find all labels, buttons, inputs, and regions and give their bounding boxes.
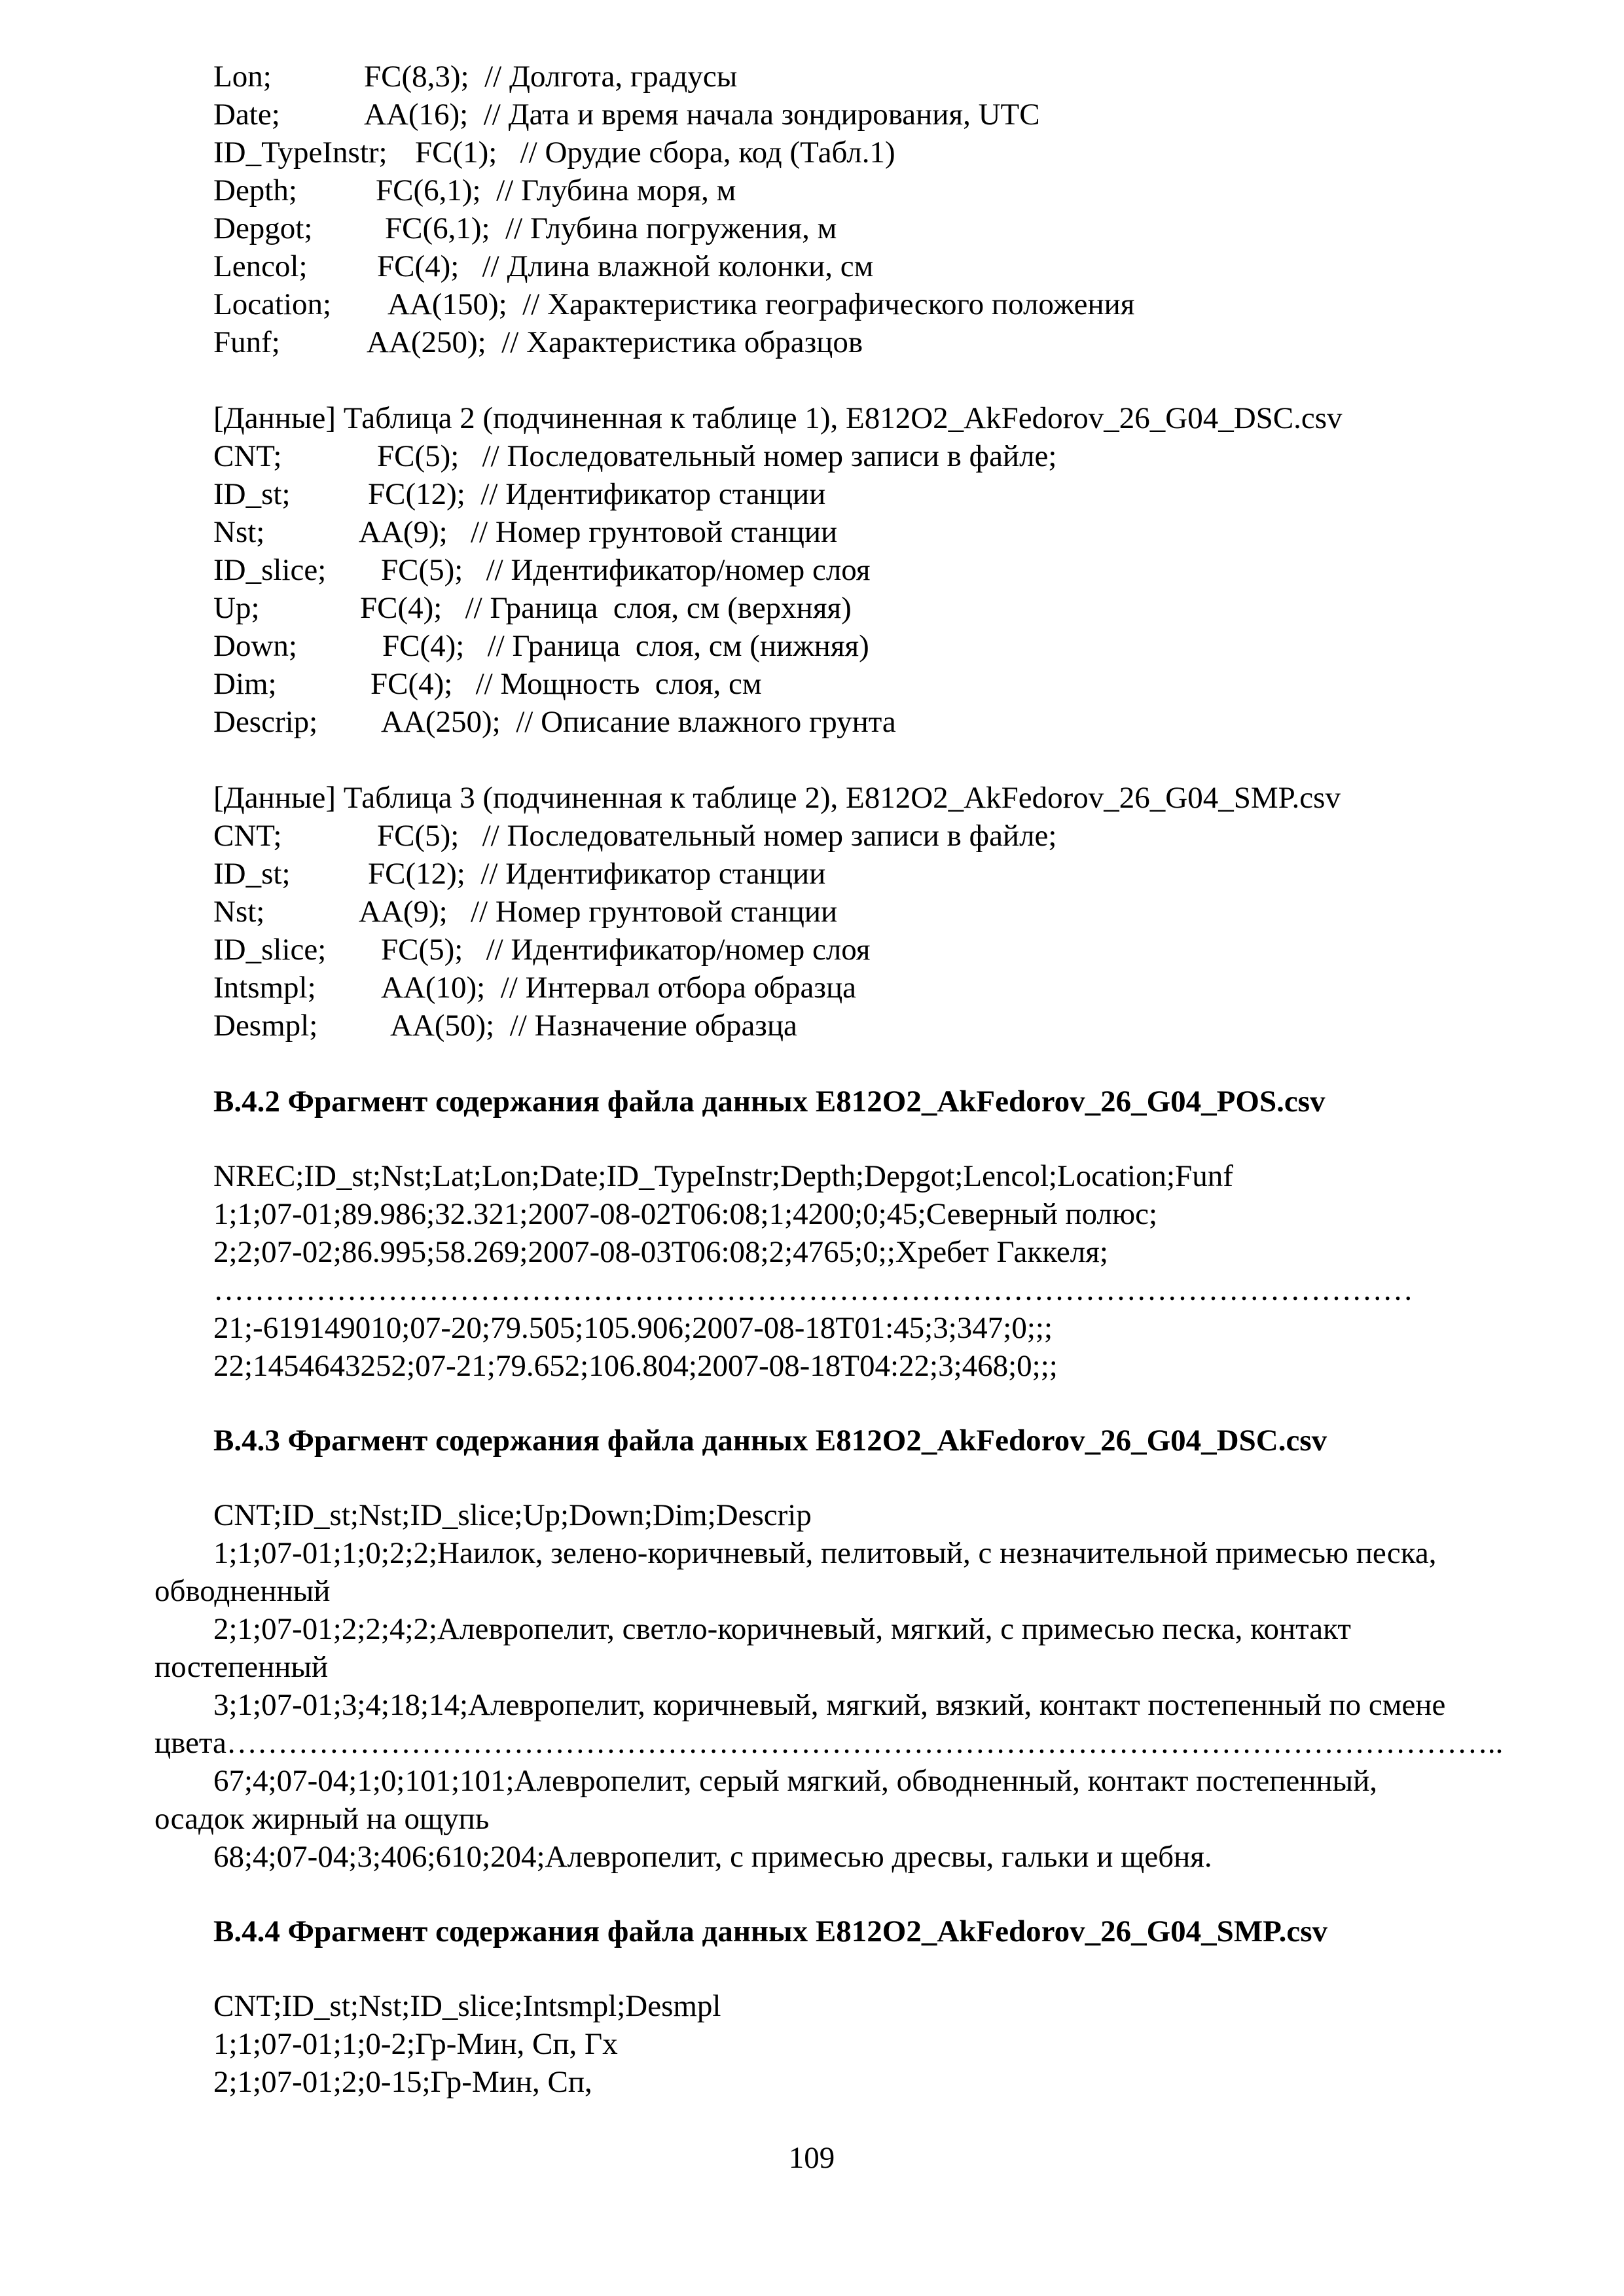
field-name: CNT;: [213, 439, 282, 473]
data-line: 1;1;07-01;1;0;2;2;Наилок, зелено-коричневый, пелитовый, с незначительной примесью песка,: [213, 1536, 1437, 1570]
data-line: 22;1454643252;07-21;79.652;106.804;2007-08-18T04:22;3;468;0;;;: [213, 1349, 1058, 1383]
data-line-continuation: обводненный: [154, 1574, 331, 1608]
data-line: NREC;ID_st;Nst;Lat;Lon;Date;ID_TypeInstr;Depth;Depgot;Lencol;Location;Funf: [213, 1159, 1233, 1193]
page-number: 109: [788, 2141, 835, 2175]
data-line: 21;-619149010;07-20;79.505;105.906;2007-08-18T01:45;3;347;0;;;: [213, 1311, 1053, 1345]
field-spec: FC(5); // Последовательный номер записи в файле;: [377, 439, 1057, 473]
data-line: 3;1;07-01;3;4;18;14;Алевропелит, коричневый, мягкий, вязкий, контакт постепенный по смене: [213, 1688, 1446, 1722]
field-name: ID_st;: [213, 477, 291, 511]
data-line: 1;1;07-01;89.986;32.321;2007-08-02T06:08;1;4200;0;45;Северный полюс;: [213, 1197, 1158, 1231]
field-name: Depth;: [213, 173, 297, 207]
field-name: ID_slice;: [213, 553, 327, 587]
data-line-continuation: постепенный: [154, 1650, 329, 1684]
field-name: Up;: [213, 591, 260, 625]
field-name: Lon;: [213, 60, 272, 94]
section-heading-b44: В.4.4 Фрагмент содержания файла данных E812O2_AkFedorov_26_G04_SMP.csv: [213, 1914, 1327, 1948]
field-spec: FC(5); // Идентификатор/номер слоя: [381, 933, 871, 967]
field-spec: FC(5); // Идентификатор/номер слоя: [381, 553, 871, 587]
data-line-continuation: осадок жирный на ощупь: [154, 1802, 490, 1836]
field-spec: FC(4); // Мощность слоя, см: [370, 667, 762, 701]
field-spec: FC(1); // Орудие сбора, код (Табл.1): [415, 135, 895, 170]
data-line: 68;4;07-04;3;406;610;204;Алевропелит, с примесью дресвы, гальки и щебня.: [213, 1840, 1212, 1874]
field-spec: FC(12); // Идентификатор станции: [368, 857, 826, 891]
field-name: Down;: [213, 629, 297, 663]
field-name: ID_st;: [213, 857, 291, 891]
data-line: 2;2;07-02;86.995;58.269;2007-08-03T06:08;2;4765;0;;Хребет Гаккеля;: [213, 1235, 1108, 1269]
section-heading-b43: В.4.3 Фрагмент содержания файла данных E812O2_AkFedorov_26_G04_DSC.csv: [213, 1424, 1327, 1458]
field-spec: AA(10); // Интервал отбора образца: [381, 971, 856, 1005]
data-line-continuation: цвета……………………………………………………………………………………………………………..: [154, 1726, 1504, 1760]
field-name: Date;: [213, 98, 280, 132]
ellipsis-line: ………………………………………………………………………………………………………: [213, 1273, 1413, 1307]
field-name: ID_slice;: [213, 933, 327, 967]
field-spec: FC(12); // Идентификатор станции: [368, 477, 826, 511]
field-name: Nst;: [213, 895, 265, 929]
field-spec: FC(6,1); // Глубина моря, м: [376, 173, 736, 207]
data-line: 1;1;07-01;1;0-2;Гр-Мин, Сп, Гх: [213, 2027, 618, 2061]
field-name: CNT;: [213, 819, 282, 853]
field-spec: FC(5); // Последовательный номер записи в файле;: [377, 819, 1057, 853]
table2-title: [Данные] Таблица 2 (подчиненная к таблице 1), E812O2_AkFedorov_26_G04_DSC.csv: [213, 401, 1343, 435]
field-name: Lencol;: [213, 249, 308, 283]
data-line: CNT;ID_st;Nst;ID_slice;Up;Down;Dim;Descrip: [213, 1498, 812, 1532]
data-line: 67;4;07-04;1;0;101;101;Алевропелит, серый мягкий, обводненный, контакт постепенный,: [213, 1764, 1378, 1798]
data-line: 2;1;07-01;2;2;4;2;Алевропелит, светло-коричневый, мягкий, с примесью песка, контакт: [213, 1612, 1351, 1646]
data-line: 2;1;07-01;2;0-15;Гр-Мин, Сп,: [213, 2065, 592, 2099]
table3-title: [Данные] Таблица 3 (подчиненная к таблице 2), E812O2_AkFedorov_26_G04_SMP.csv: [213, 781, 1341, 815]
field-name: Nst;: [213, 515, 265, 549]
field-spec: FC(6,1); // Глубина погружения, м: [385, 211, 837, 245]
field-name: ID_TypeInstr;: [213, 135, 388, 170]
field-spec: FC(8,3); // Долгота, градусы: [364, 60, 738, 94]
field-spec: AA(250); // Описание влажного грунта: [381, 705, 896, 739]
field-name: Depgot;: [213, 211, 313, 245]
field-name: Intsmpl;: [213, 971, 316, 1005]
field-name: Descrip;: [213, 705, 318, 739]
field-name: Dim;: [213, 667, 277, 701]
field-spec: AA(250); // Характеристика образцов: [367, 325, 863, 359]
field-spec: FC(4); // Граница слоя, см (нижняя): [382, 629, 869, 663]
field-spec: FC(4); // Граница слоя, см (верхняя): [360, 591, 852, 625]
field-spec: AA(9); // Номер грунтовой станции: [359, 515, 838, 549]
data-line: CNT;ID_st;Nst;ID_slice;Intsmpl;Desmpl: [213, 1989, 721, 2023]
field-name: Funf;: [213, 325, 280, 359]
field-name: Location;: [213, 287, 332, 321]
field-name: Desmpl;: [213, 1009, 318, 1043]
field-spec: AA(50); // Назначение образца: [390, 1009, 797, 1043]
field-spec: FC(4); // Длина влажной колонки, см: [377, 249, 874, 283]
section-heading-b42: В.4.2 Фрагмент содержания файла данных E812O2_AkFedorov_26_G04_POS.csv: [213, 1085, 1326, 1119]
field-spec: AA(9); // Номер грунтовой станции: [359, 895, 838, 929]
field-spec: AA(150); // Характеристика географического положения: [388, 287, 1135, 321]
field-spec: AA(16); // Дата и время начала зондирования, UTC: [364, 98, 1040, 132]
